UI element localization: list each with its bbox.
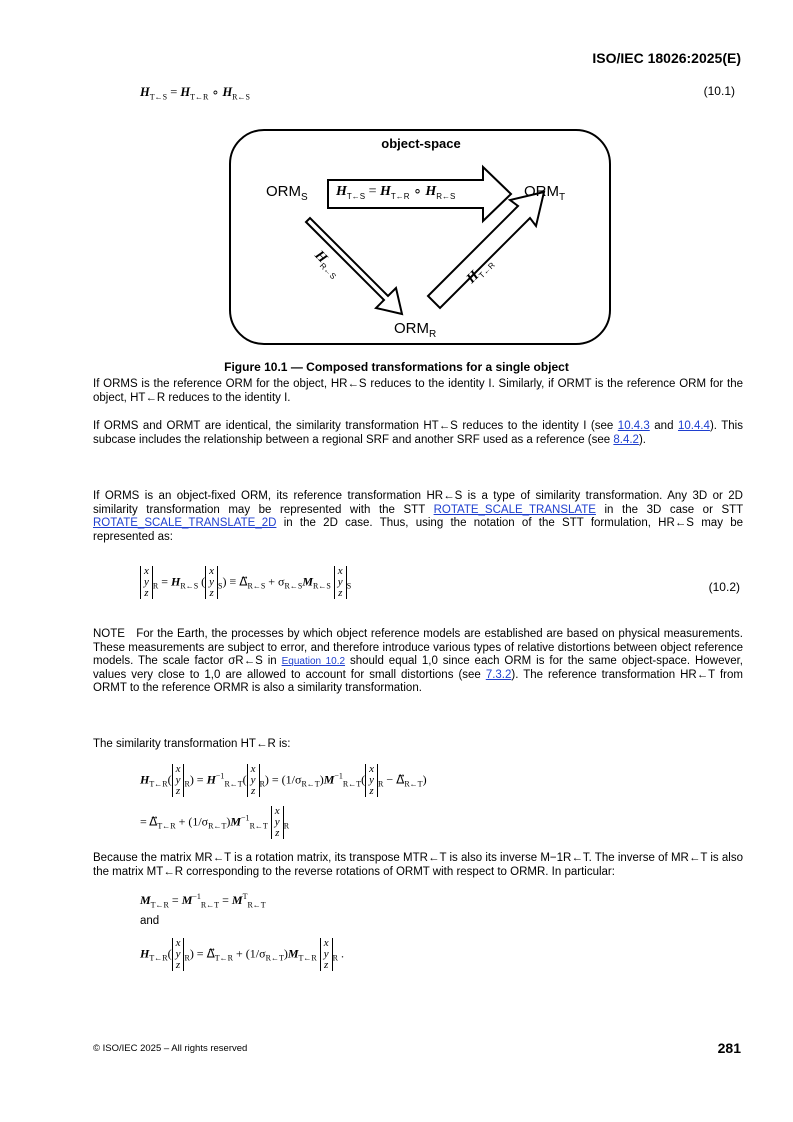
- link-rotate-scale-translate-2d[interactable]: ROTATE_SCALE_TRANSLATE_2D: [93, 517, 277, 529]
- orm-t-label: $ORM_T$: [524, 183, 566, 203]
- paragraph-object-fixed: If ORMS is an object-fixed ORM, its reference transformation HR←S is a type of similarity transformation. Any 3D or 2D similarity transformation may be represented with the STT ROTATE_SCALE_TRANSLATE in the 3D case or STT ROTATE_SCALE_TRANSLATE_2D in the 2D case. Thus, using the notation of the STT formulation, HR←S may be represented as:: [93, 490, 744, 543]
- and-word: and: [140, 915, 160, 927]
- link-equation-10-2[interactable]: Equation 10.2: [281, 656, 346, 667]
- figure-labels: [228, 128, 614, 350]
- orm-r-label: $ORM_R$: [394, 320, 437, 340]
- copyright: © ISO/IEC 2025 – All rights reserved: [93, 1043, 248, 1054]
- equation-10-1: $H_{T\leftarrow S} = H_{T\leftarrow R}$ ∘ $H_{R\leftarrow S}$ (10.1): [140, 84, 735, 102]
- paragraph-rotation-matrix: Because the matrix MR←T is a rotation matrix, its transpose MTR←T is also its inverse M−1R←T. The inverse of MR←T is also the matrix MT←R corresponding to the reverse rotations of ORMT with respect to ORMR. In particular:: [93, 852, 743, 878]
- equation-number: (10.1): [703, 84, 735, 98]
- link-7-3-2[interactable]: 7.3.2: [485, 668, 512, 681]
- link-10-4-4[interactable]: 10.4.4: [677, 420, 710, 432]
- left-arrow-label: $H_{R\leftarrow S}$: [311, 248, 338, 282]
- equation-h-t-r-continued: = $\Delta⃗_{T\leftarrow R} + (1/\sigma_{R\leftarrow T})M^{-1}_{R\leftarrow T}$ x y $z_R$: [140, 805, 290, 839]
- object-space-label: object-space: [381, 136, 461, 151]
- equation-h-t-r: $H_{T\leftarrow R}(x$ y $z_R) = H^{-1}_{R\leftarrow T}(x$ y $z_R) = (1/\sigma_{R\leftarrow T})M^{-1}_{R\leftarrow T}(x$ y $z_R$ − $\Delta⃗_{R\leftarrow T}$): [140, 763, 427, 797]
- standard-header: ISO/IEC 18026:2025(E): [592, 50, 741, 66]
- paragraph-identity: If ORMS is the reference ORM for the object, HR←S reduces to the identity I. Similarly, if ORMT is the reference ORM for the object, HT←R reduces to the identity I.: [93, 378, 743, 404]
- paragraph-similarity: The similarity transformation HT←R is:: [93, 738, 291, 750]
- right-arrow-label: $H_{T\leftarrow R}$: [464, 260, 497, 287]
- note-paragraph: NOTE For the Earth, the processes by which object reference models are established are based on physical measurements. These measurements are subject to error, and therefore introduce various types of relative distortions between object reference models. The scale factor σR←S in Equation 10.2 should equal 1,0 since each ORM is for the same object-space. However, values very close to 1,0 are allowed to account for small distortions (see 7.3.2). The reference transformation HR←T from ORMT to the reference ORMR is also a similarity transformation.: [93, 628, 743, 694]
- top-arrow-equation: $H_{T\leftarrow S} = H_{T\leftarrow R}$ ∘ $H_{R\leftarrow S}$: [336, 184, 456, 201]
- orm-s-label: $ORM_S$: [266, 183, 308, 203]
- figure-caption: Figure 10.1 — Composed transformations for a single object: [224, 360, 569, 374]
- paragraph-identical-orms: If ORMS and ORMT are identical, the similarity transformation HT←S reduces to the identity I (see 10.4.3 and 10.4.4). This subcase includes the relationship between a regional SRF and another SRF used as a reference (see 8.4.2).: [93, 420, 743, 446]
- link-rotate-scale-translate[interactable]: ROTATE_SCALE_TRANSLATE: [433, 503, 596, 516]
- equation-m-t-r: $M_{T\leftarrow R} = M^{-1}_{R\leftarrow T} = M^T_{R\leftarrow T}$: [140, 892, 266, 910]
- equation-10-2: x y $z_R = H_{R\leftarrow S}$ (x y $z_S$) ≡ $\Delta⃗_{R\leftarrow S} + \sigma_{R\leftarrow S}M_{R\leftarrow S}$ x y $z_S$ (10.2): [140, 566, 740, 599]
- link-10-4-3[interactable]: 10.4.3: [617, 420, 650, 432]
- link-8-4-2[interactable]: 8.4.2: [613, 433, 639, 446]
- equation-h-t-r-final: $H_{T\leftarrow R}(x$ y $z_R$) = $\Delta⃗_{T\leftarrow R} + (1/\sigma_{R\leftarrow T})M_{T\leftarrow R}$ x y $z_R$ .: [140, 937, 344, 971]
- equation-number: (10.2): [708, 580, 740, 594]
- page-number: 281: [717, 1040, 741, 1056]
